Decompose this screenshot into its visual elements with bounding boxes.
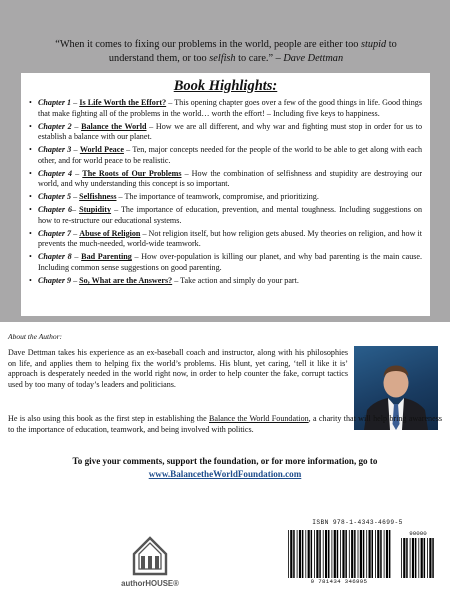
barcode-addon-bars-icon <box>401 538 435 578</box>
chapter-list <box>29 98 422 287</box>
foundation-paragraph: He is also using this book as the first step in establishing the Balance the World Foundation, a charity that will help bring awareness to the importance of education, teamwork, and being involved with politics. <box>8 414 442 434</box>
bullet-icon: • <box>29 192 32 202</box>
quote-emphasis-stupid: stupid <box>360 39 387 50</box>
chapter-title: Bad Parenting <box>81 252 132 262</box>
bullet-icon: • <box>29 228 32 238</box>
chapter-number: Chapter 5 <box>38 192 72 202</box>
barcode-addon-number: 90000 <box>409 530 427 537</box>
bullet-icon: • <box>29 145 32 155</box>
chapter-title: World Peace <box>79 145 124 155</box>
chapter-title: Abuse of Religion <box>79 228 141 238</box>
bullet-icon: • <box>29 276 32 286</box>
chapter-title: Balance the World <box>81 121 147 131</box>
highlights-title: Book Highlights: <box>173 78 278 94</box>
chapter-description: – How the combination of selfishness and stupidity are destroying our world, and why understanding this concept is so important. <box>38 168 423 189</box>
chapter-item <box>29 205 422 226</box>
chapter-title: The Roots of Our Problems <box>82 168 182 178</box>
author-bio-paragraph: Dave Dettman takes his experience as an ex-baseball coach and instructor, along with his philosophies on life, and applies them to helping fix the world’s problems. His blunt, yet caring, ‘tell it like it is’ approach is desperately needed in the world right now, in order to help counter the fake, corrupt tactics used by too many of today’s leaders and politicians. <box>8 348 348 389</box>
chapter-item <box>29 122 422 143</box>
quote-emphasis-selfish: selfish <box>209 52 236 64</box>
cover-quote: “When it comes to fixing our problems in the world, people are either too stupid to understand them, or too selfish to care.” – Dave Dettman <box>55 39 397 64</box>
chapter-item <box>29 229 422 250</box>
chapter-description: – How over-population is killing our planet, and why bad parenting is the main cause. Including common sense suggestions on good parenting. <box>38 252 423 273</box>
foundation-url-link[interactable]: www.BalancetheWorldFoundation.com <box>148 469 302 479</box>
bullet-icon: • <box>29 252 32 262</box>
chapter-description: – Ten, major concepts needed for the people of the world to be able to get along with each other, and for world peace to be realistic. <box>38 145 423 165</box>
chapter-separator: – <box>71 252 82 262</box>
publisher-logo-text: authorHOUSE® <box>121 579 179 588</box>
barcode-number: 9 781434 346995 <box>310 578 368 585</box>
about-heading: About the Author: <box>8 332 63 341</box>
chapter-number: Chapter 6 <box>38 205 73 215</box>
chapter-description: – The importance of teamwork, compromise, and prioritizing. <box>116 192 319 202</box>
foundation-name: Balance the World Foundation <box>209 414 309 423</box>
chapter-item <box>29 145 422 166</box>
chapter-title: So, What are the Answers? <box>79 276 173 286</box>
chapter-title: Is Life Worth the Effort? <box>79 98 167 107</box>
chapter-number: Chapter 9 <box>38 276 72 286</box>
chapter-item <box>29 276 422 287</box>
book-highlights-panel <box>21 73 430 316</box>
authorhouse-logo <box>115 527 185 593</box>
chapter-separator: – <box>71 228 80 238</box>
chapter-number: Chapter 1 <box>38 98 72 107</box>
chapter-description: – Take action and simply do your part. <box>172 276 299 286</box>
isbn-text: ISBN 978-1-4343-4699-5 <box>312 519 403 526</box>
chapter-number: Chapter 3 <box>38 145 72 155</box>
barcode-bars-icon <box>288 530 394 578</box>
chapter-separator: – <box>71 276 80 286</box>
chapter-item <box>29 252 422 273</box>
bullet-icon: • <box>29 205 32 215</box>
contact-line: To give your comments, support the foundation, or for more information, go to <box>72 456 378 466</box>
chapter-description: – How we are all different, and why war and fighting must stop in order for us to establish a balance with our planet. <box>38 121 422 142</box>
chapter-number: Chapter 2 <box>38 121 72 131</box>
chapter-separator: – <box>72 205 80 215</box>
chapter-number: Chapter 4 <box>38 168 73 178</box>
chapter-separator: – <box>71 192 80 202</box>
chapter-description: – Not religion itself, but how religion gets abused. My theories on religion, and how it prevents the much-needed, world-wide teamwork. <box>38 228 422 249</box>
bullet-icon: • <box>29 168 32 178</box>
chapter-item <box>29 169 422 190</box>
isbn-barcode <box>280 519 435 589</box>
chapter-title: Selfishness <box>79 192 117 202</box>
chapter-description: – This opening chapter goes over a few of the good things in life. Good things that make fighting all of the problems in the world… worth the effort! – Including five keys to happiness. <box>38 98 422 118</box>
chapter-number: Chapter 7 <box>38 228 72 238</box>
chapter-number: Chapter 8 <box>38 252 72 262</box>
about-section <box>0 322 450 600</box>
chapter-description: – The importance of education, prevention, and mental toughness. Including suggestions on how to re-structure our educational systems. <box>38 205 422 225</box>
chapter-title: Stupidity <box>79 205 112 215</box>
chapter-separator: – <box>71 98 80 107</box>
chapter-separator: – <box>72 168 83 178</box>
chapter-separator: – <box>71 145 80 155</box>
chapter-separator: – <box>71 121 82 131</box>
chapter-item <box>29 192 422 203</box>
bullet-icon: • <box>29 98 32 107</box>
bullet-icon: • <box>29 121 32 131</box>
chapter-item <box>29 98 422 119</box>
quote-author: Dave Dettman <box>283 52 344 64</box>
contact-block <box>0 455 450 481</box>
